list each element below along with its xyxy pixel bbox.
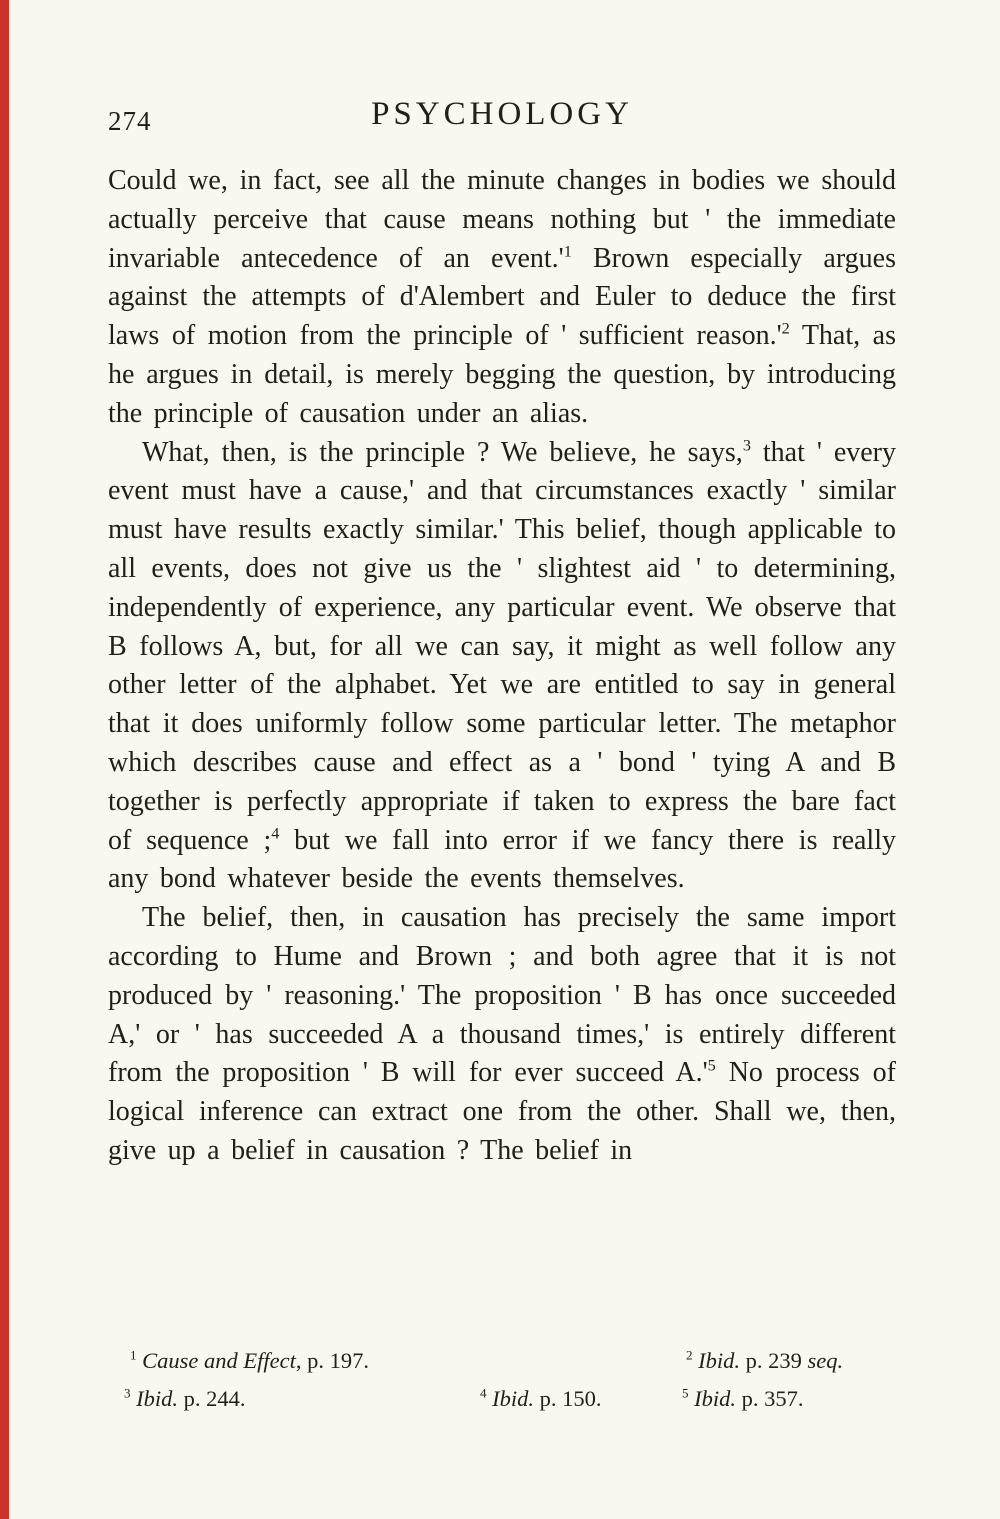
italic-text: Ibid. [698,1348,741,1373]
footnote-marker: 4 [271,824,280,843]
footnote-marker: 5 [707,1057,716,1075]
footnote-marker: 3 [124,1385,131,1401]
footnote: $^4$ Ibid. p. 150. [480,1385,602,1411]
footnote-marker: 3 [742,436,751,455]
footnote-marker: 2 [781,319,790,338]
italic-text: Ibid. [136,1386,179,1411]
page-header [108,96,896,146]
footnote: $^3$ Ibid. p. 244. [124,1385,246,1411]
italic-text: seq. [807,1348,844,1373]
footnote-marker: 1 [563,242,572,261]
italic-text: Ibid. [694,1386,737,1411]
scan-edge-artifact [0,0,9,1519]
running-title: PSYCHOLOGY [371,96,633,132]
paragraph: What, then, is the principle ? We believe, he says,$^3$ that ' every event must have a cause,' and that circumstances exactly ' similar must have results exactly similar.' This belief, though applicable to all events, does not give us the ' slightest aid ' to determining, independently of experience, any particular event. We observe that B follows A, but, for all we can say, it might as well follow any other letter of the alphabet. Yet we are entitled to say in general that it does uniformly follow some particular letter. The metaphor which describes cause and effect as a ' bond ' tying A and B together is perfectly appropriate if taken to express the bare fact of sequence ;$^4$ but we fall into error if we fancy there is really any bond whatever beside the events themselves. [108,436,896,895]
footnote-marker: 2 [686,1347,693,1363]
footnote-marker: 4 [480,1385,487,1401]
footnote-row [108,1346,896,1384]
italic-text: Ibid. [492,1386,535,1411]
footnote-row [108,1384,896,1422]
body-text [108,162,896,1171]
footnote: $^1$ Cause and Effect, p. 197. [130,1347,370,1373]
italic-text: Cause and Effect [142,1348,296,1373]
footnote-marker: 5 [682,1385,689,1401]
paragraph: Could we, in fact, see all the minute changes in bodies we should actually perceive that cause means nothing but ' the immediate invariable antecedence of an $event.'^1$ Brown especially argues against the attempts of d'Alembert and Euler to deduce the first laws of motion from the principle of ' sufficient $reason.'^2$ That, as he argues in detail, is merely begging the question, by introducing the principle of causation under an alias. [108,165,896,429]
footnote-marker: 1 [130,1347,137,1363]
footnotes [108,1346,896,1422]
footnote: $^5$ Ibid. p. 357. [682,1385,804,1411]
footnote: $^2$ Ibid. p. 239 seq. [686,1347,844,1373]
page-number: 274 [108,106,152,136]
paragraph: The belief, then, in causation has precisely the same import according to Hume and Brown ; and both agree that it is not produced by ' reasoning.' The proposition ' B has once succeeded A,' or ' has succeeded A a thousand times,' is entirely different from the proposition ' B will for ever succeed $A.'^5$ No process of logical inference can extract one from the other. Shall we, then, give up a belief in causation ? The belief in [108,902,896,1166]
